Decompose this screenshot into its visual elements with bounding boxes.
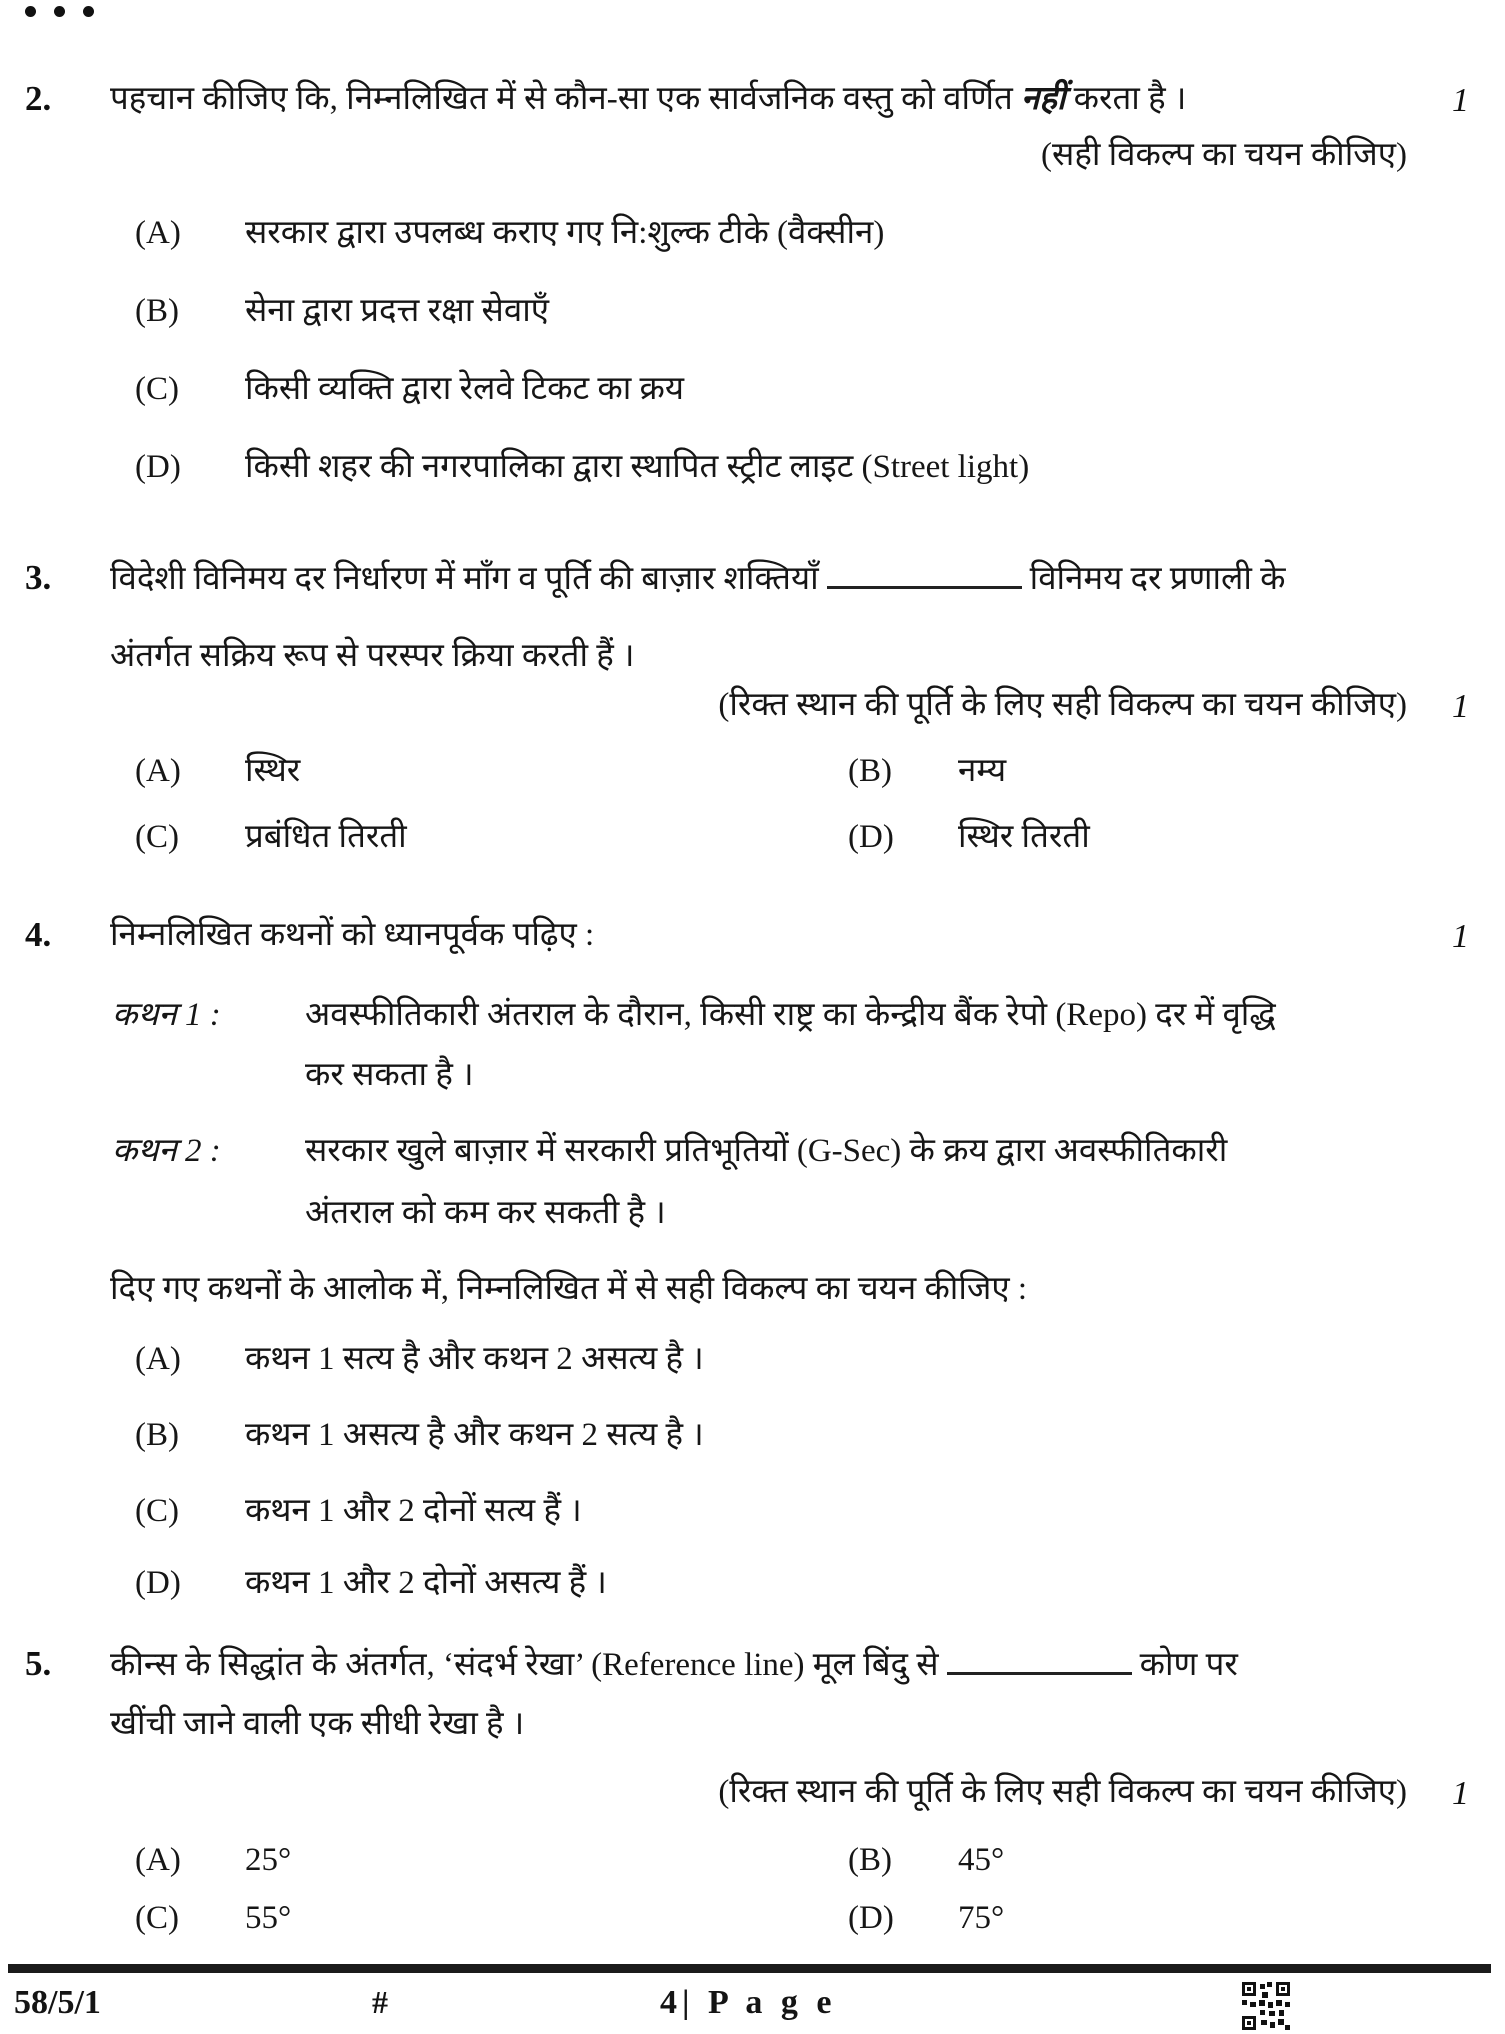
question-3-text-before-blank: विदेशी विनिमय दर निर्धारण में माँग व पूर्ति की बाज़ार शक्तियाँ: [110, 561, 819, 597]
question-4-option-b-label: (B): [135, 1417, 179, 1453]
question-5-text-before-blank: कीन्स के सिद्धांत के अंतर्गत, ‘संदर्भ रेखा’ (Reference line) मूल बिंदु से: [110, 1647, 939, 1683]
footer-hash: #: [372, 1984, 388, 2020]
question-5-text-line2: खींची जाने वाली एक सीधी रेखा है ।: [110, 1706, 525, 1742]
question-2-option-b-label: (B): [135, 293, 179, 329]
question-3-option-c-text: प्रबंधित तिरती: [245, 819, 407, 855]
question-3-text-line1: [110, 555, 1286, 602]
question-3-option-a-text: स्थिर: [245, 753, 301, 789]
question-5-number: 5.: [25, 1644, 52, 1683]
statement-2-line2: अंतराल को कम कर सकती है ।: [305, 1195, 666, 1231]
question-4-number: 4.: [25, 915, 52, 954]
question-5-instruction: (रिक्त स्थान की पूर्ति के लिए सही विकल्प का चयन कीजिए): [718, 1774, 1407, 1810]
question-4-option-d-text: कथन 1 और 2 दोनों असत्य हैं ।: [245, 1565, 607, 1601]
dot-icon: [25, 6, 36, 17]
blank-line: [947, 1641, 1132, 1675]
question-4-option-b-text: कथन 1 असत्य है और कथन 2 सत्य है ।: [245, 1417, 704, 1453]
question-4-option-c-text: कथन 1 और 2 दोनों सत्य हैं ।: [245, 1493, 582, 1529]
blank-line: [827, 555, 1022, 589]
question-2-text-emphasis: नहीं: [1021, 81, 1066, 117]
statement-2-label: कथन 2 :: [112, 1133, 221, 1169]
question-5-text-after-blank: कोण पर: [1139, 1647, 1238, 1683]
question-3-instruction: (रिक्त स्थान की पूर्ति के लिए सही विकल्प का चयन कीजिए): [718, 687, 1407, 723]
footer-divider: [8, 1964, 1491, 1973]
question-5-text-line1: [110, 1641, 1238, 1688]
question-2-option-b-text: सेना द्वारा प्रदत्त रक्षा सेवाएँ: [245, 293, 549, 329]
question-4-prompt: दिए गए कथनों के आलोक में, निम्नलिखित में से सही विकल्प का चयन कीजिए :: [110, 1271, 1028, 1307]
footer-paper-code: 58/5/1: [14, 1984, 101, 2021]
question-3-number: 3.: [25, 558, 52, 597]
question-5-option-b-text: 45°: [958, 1842, 1005, 1878]
question-2-option-c-text: किसी व्यक्ति द्वारा रेलवे टिकट का क्रय: [245, 371, 685, 407]
statement-2-line1: सरकार खुले बाज़ार में सरकारी प्रतिभूतियों (G-Sec) के क्रय द्वारा अवस्फीतिकारी: [305, 1133, 1228, 1169]
question-2-text: [110, 76, 1186, 122]
question-5-option-d-label: (D): [848, 1900, 894, 1936]
question-4-option-a-text: कथन 1 सत्य है और कथन 2 असत्य है ।: [245, 1341, 704, 1377]
question-3-option-b-label: (B): [848, 753, 892, 789]
question-4-option-d-label: (D): [135, 1565, 181, 1601]
page-marker-dots-icon: [25, 6, 94, 17]
statement-1-line1: अवस्फीतिकारी अंतराल के दौरान, किसी राष्ट्र का केन्द्रीय बैंक रेपो (Repo) दर में वृद्धि: [305, 997, 1276, 1033]
question-2-text-pre: पहचान कीजिए कि, निम्नलिखित में से कौन-सा एक सार्वजनिक वस्तु को वर्णित: [110, 81, 1021, 117]
question-2-text-post: करता है ।: [1065, 81, 1187, 117]
question-3-option-d-label: (D): [848, 819, 894, 855]
question-5-marks: 1: [1452, 1775, 1469, 1812]
question-5-option-c-label: (C): [135, 1900, 179, 1936]
question-3-option-a-label: (A): [135, 753, 181, 789]
question-2-instruction: (सही विकल्प का चयन कीजिए): [1041, 137, 1407, 173]
statement-1-line2: कर सकता है ।: [305, 1057, 474, 1093]
question-3-option-c-label: (C): [135, 819, 179, 855]
footer-page-number: 4| P a g e: [660, 1984, 837, 2021]
statement-1-label: कथन 1 :: [112, 997, 221, 1033]
question-5-option-a-text: 25°: [245, 1842, 292, 1878]
question-2-option-a-text: सरकार द्वारा उपलब्ध कराए गए नि:शुल्क टीके (वैक्सीन): [245, 215, 885, 251]
question-2-option-a-label: (A): [135, 215, 181, 251]
question-3-text-after-blank: विनिमय दर प्रणाली के: [1029, 561, 1286, 597]
question-3-option-b-text: नम्य: [958, 753, 1007, 789]
question-3-option-d-text: स्थिर तिरती: [958, 819, 1090, 855]
question-4-marks: 1: [1452, 918, 1469, 955]
question-5-option-d-text: 75°: [958, 1900, 1005, 1936]
question-2-marks: 1: [1452, 82, 1469, 119]
dot-icon: [83, 6, 94, 17]
question-2-number: 2.: [25, 79, 52, 118]
question-2-option-d-text: किसी शहर की नगरपालिका द्वारा स्थापित स्ट्रीट लाइट (Street light): [245, 449, 1030, 485]
question-5-option-a-label: (A): [135, 1842, 181, 1878]
question-4-option-a-label: (A): [135, 1341, 181, 1377]
question-2-option-c-label: (C): [135, 371, 179, 407]
question-4-heading: निम्नलिखित कथनों को ध्यानपूर्वक पढ़िए :: [110, 917, 595, 953]
question-4-option-c-label: (C): [135, 1493, 179, 1529]
question-2-option-d-label: (D): [135, 449, 181, 485]
dot-icon: [54, 6, 65, 17]
qr-code-icon: [1240, 1980, 1292, 2032]
question-5-option-c-text: 55°: [245, 1900, 292, 1936]
question-3-marks: 1: [1452, 688, 1469, 725]
question-5-option-b-label: (B): [848, 1842, 892, 1878]
question-3-text-line2: अंतर्गत सक्रिय रूप से परस्पर क्रिया करती हैं ।: [110, 638, 635, 674]
